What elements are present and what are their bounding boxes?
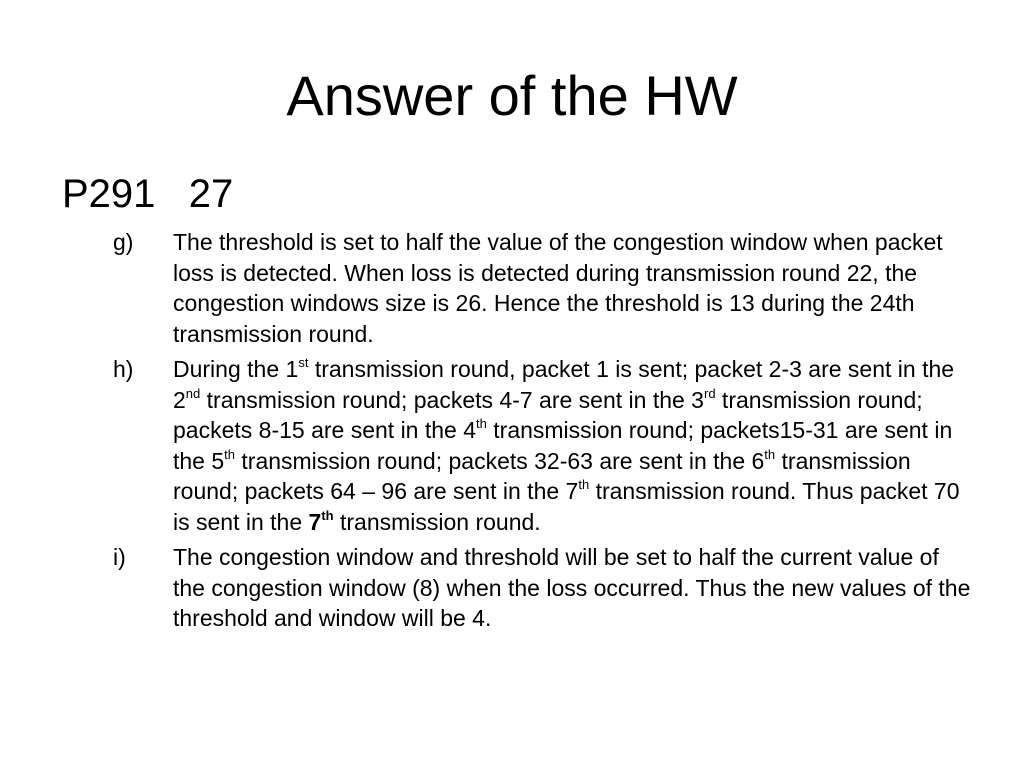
text-run: transmission round; packets15-31 are sent in the 5 <box>173 417 953 474</box>
text-run: During the 1 <box>173 356 299 382</box>
ordinal-suffix: th <box>224 446 235 462</box>
answer-item <box>113 542 973 634</box>
ordinal-suffix: rd <box>703 385 716 401</box>
ordinal-suffix: th <box>764 446 776 462</box>
ordinal-suffix: th <box>578 477 590 492</box>
ordinal-suffix: nd <box>185 385 201 401</box>
item-text <box>173 227 973 349</box>
text-run: transmission round; packets 32-63 are sent in the 6 <box>235 447 765 474</box>
text-run: The threshold is set to half the value of the congestion window when packet loss is detected. When loss is detected during transmission round 22, the congestion windows size is 26. Hence the threshold is 13 during the 24th transmission round. <box>173 229 943 347</box>
text-run: transmission round, packet 1 is sent; packet 2-3 are sent in the 2 <box>173 356 955 413</box>
text-run: 7 <box>308 508 322 535</box>
answer-item <box>113 227 973 349</box>
slide-title: Answer of the HW <box>286 64 738 127</box>
ordinal-suffix: st <box>298 355 309 370</box>
item-marker: h) <box>113 356 134 382</box>
text-run: The congestion window and threshold will be set to half the current value of the congestion window (8) when the loss occurred. Thus the new values of the threshold and window will be 4. <box>173 544 971 631</box>
text-run: transmission round; packets 4-7 are sent in the 3 <box>200 386 704 413</box>
text-run: transmission round. Thus packet 70 is sent in the <box>173 478 960 535</box>
answer-list <box>113 227 973 639</box>
answer-item <box>113 354 973 537</box>
item-text <box>173 542 973 634</box>
ordinal-suffix: th <box>321 507 334 523</box>
text-run: transmission round; packets 8-15 are sent in the 4 <box>173 386 923 443</box>
text-run: transmission round. <box>333 508 541 535</box>
item-text <box>173 354 973 537</box>
item-marker: i) <box>113 544 126 570</box>
item-marker: g) <box>113 229 134 255</box>
problem-heading: P291 27 <box>62 172 234 216</box>
ordinal-suffix: th <box>476 416 487 431</box>
text-run: transmission round; packets 64 – 96 are sent in the 7 <box>173 447 911 504</box>
